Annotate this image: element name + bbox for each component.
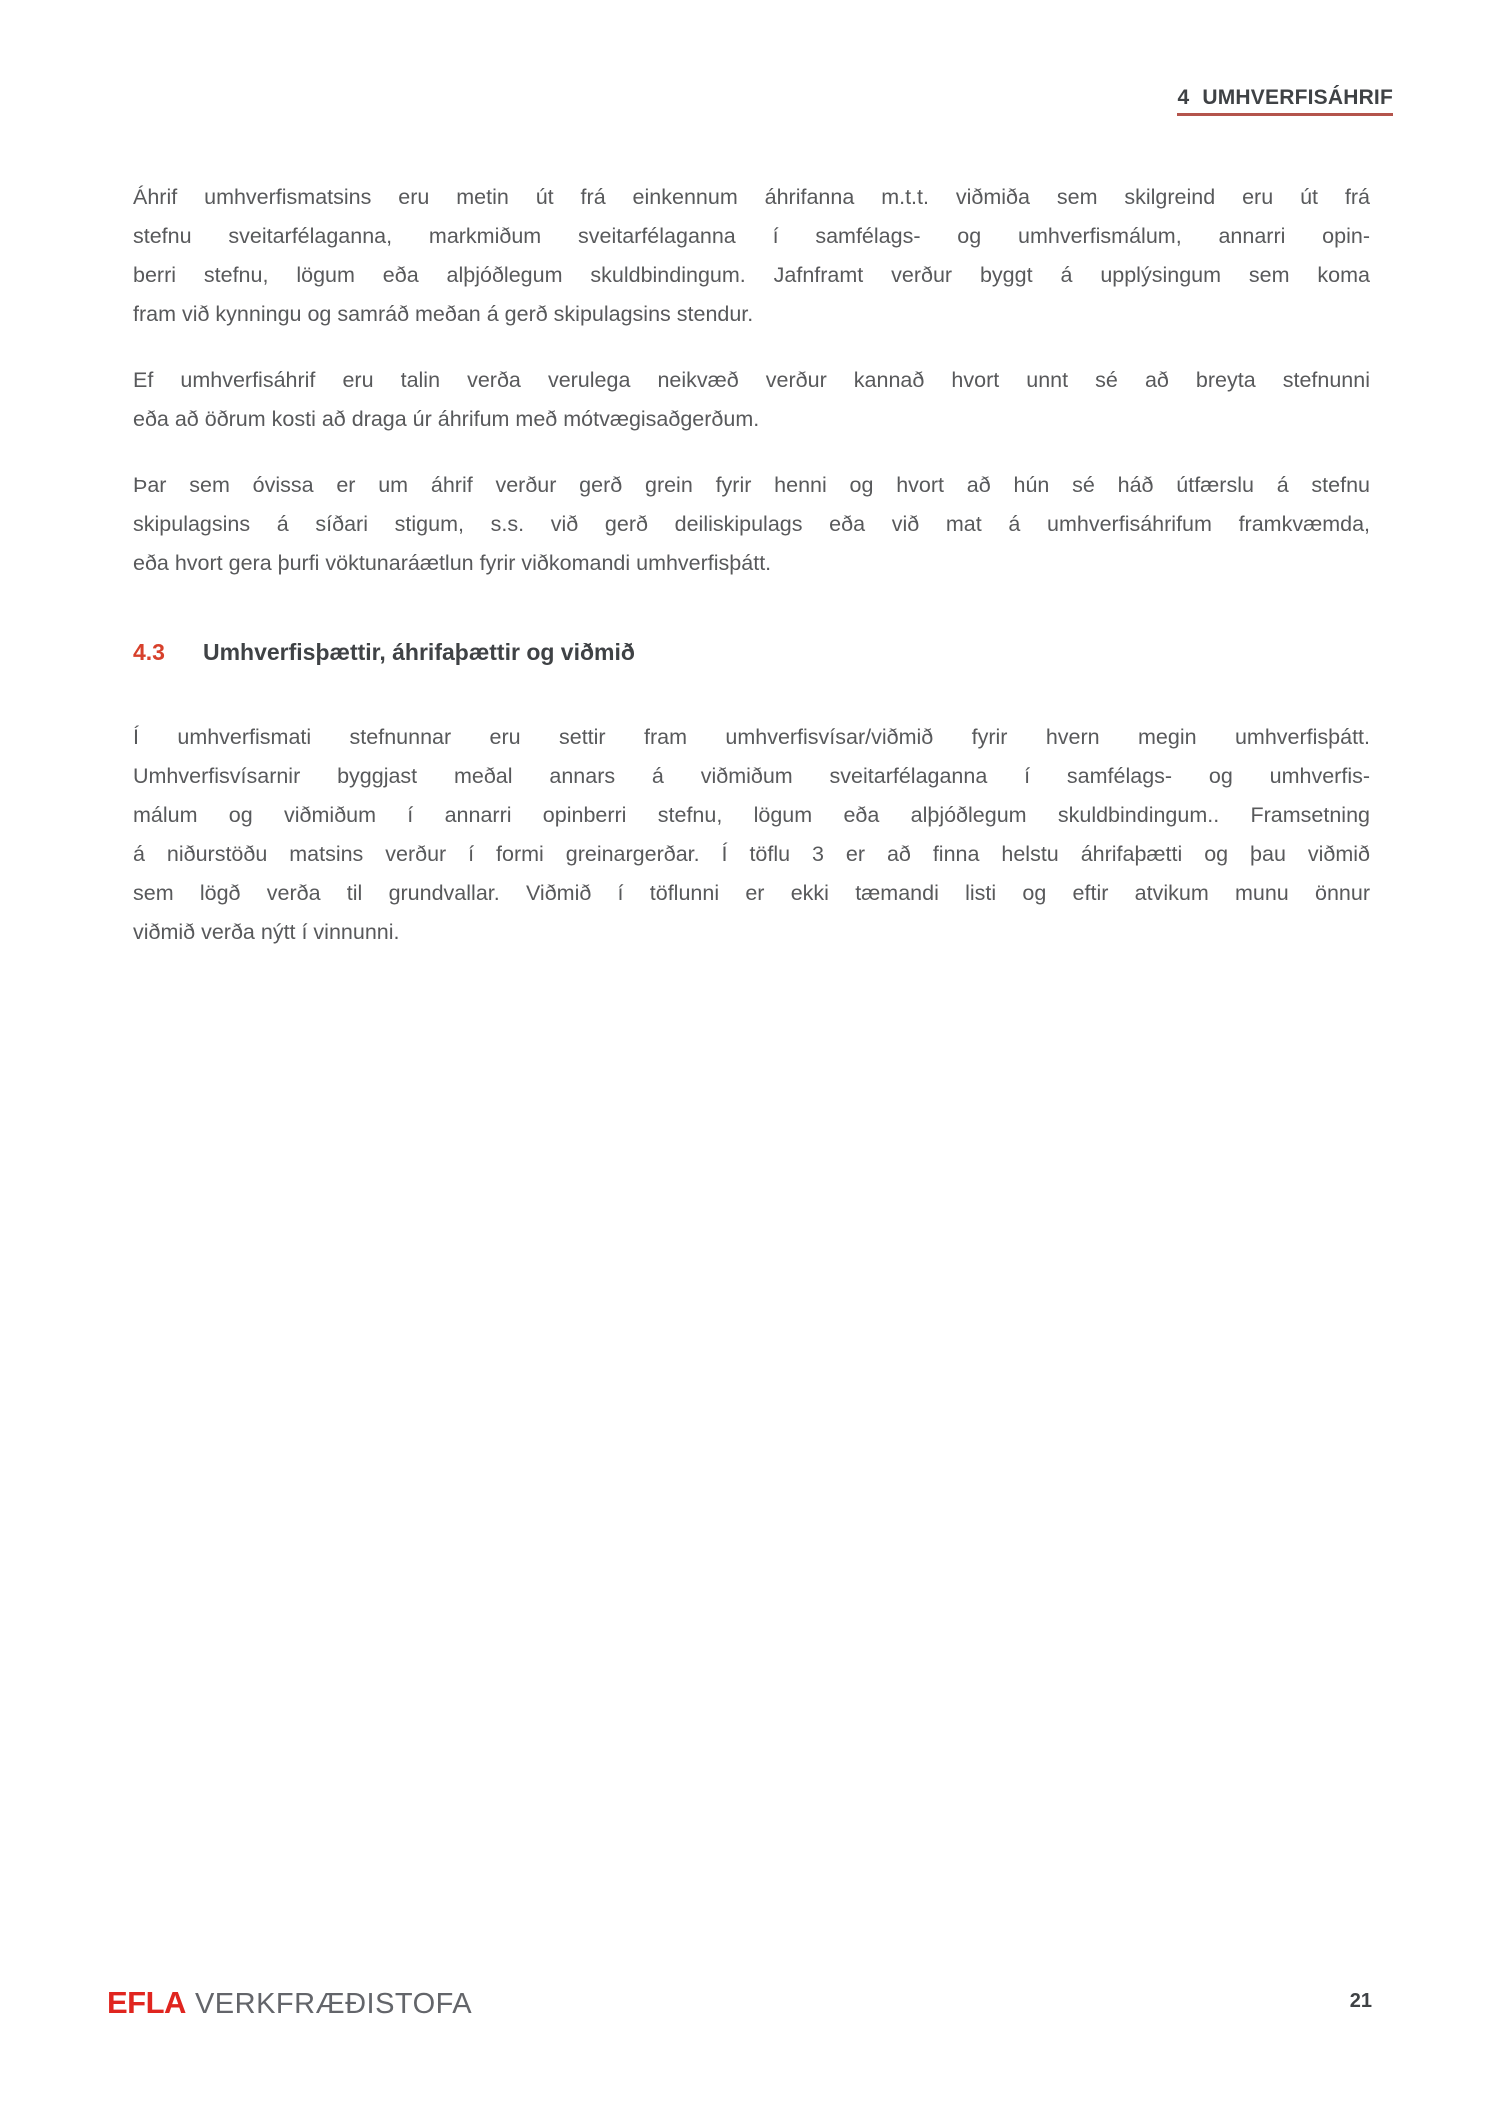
paragraph-4-line: viðmið verða nýtt í vinnunni. [133, 920, 400, 944]
paragraph-1-line: fram við kynningu og samráð meðan á gerð skipulagsins stendur. [133, 302, 754, 326]
document-body [133, 178, 1370, 979]
paragraph-3-line: Þar sem óvissa er um áhrif verður gerð grein fyrir henni og hvort að hún sé háð útfærslu á stefnu [133, 473, 1370, 497]
running-header-chapter-number: 4 [1177, 86, 1190, 109]
paragraph-4-line: Umhverfisvísarnir byggjast meðal annars á viðmiðum sveitarfélaganna í samfélags- og umhverfis- [133, 764, 1370, 788]
efla-logo [107, 1985, 472, 2021]
paragraph-2-line: eða að öðrum kosti að draga úr áhrifum með mótvægisaðgerðum. [133, 407, 760, 431]
paragraph-1-line: stefnu sveitarfélaganna, markmiðum sveitarfélaganna í samfélags- og umhverfismálum, annarri opin- [133, 224, 1370, 248]
page-number: 21 [1349, 1990, 1372, 2012]
paragraph-4-line: á niðurstöðu matsins verður í formi greinargerðar. Í töflu 3 er að finna helstu áhrifaþætti og þau viðmið [133, 842, 1370, 866]
running-header [1177, 86, 1393, 116]
paragraph-4-line: málum og viðmiðum í annarri opinberri stefnu, lögum eða alþjóðlegum skuldbindingum.. Framsetning [133, 803, 1370, 827]
paragraph-1-line: Áhrif umhverfismatsins eru metin út frá einkennum áhrifanna m.t.t. viðmiða sem skilgreind eru út frá [133, 185, 1370, 209]
paragraph-3 [133, 466, 1370, 583]
efla-logo-wordmark: EFLA [107, 1985, 186, 2020]
paragraph-1 [133, 178, 1370, 334]
section-number: 4.3 [133, 639, 165, 665]
paragraph-3-line: skipulagsins á síðari stigum, s.s. við gerð deiliskipulags eða við mat á umhverfisáhrifum framkvæmda, [133, 512, 1370, 536]
section-heading [133, 637, 1370, 667]
efla-logo-subtitle: VERKFRÆÐISTOFA [194, 1988, 473, 2020]
paragraph-2-line: Ef umhverfisáhrif eru talin verða verulega neikvæð verður kannað hvort unnt sé að breyta stefnunni [133, 368, 1370, 392]
paragraph-4-line: Í umhverfismati stefnunnar eru settir fram umhverfisvísar/viðmið fyrir hvern megin umhverfisþátt. [133, 725, 1370, 749]
running-header-chapter-title: UMHVERFISÁHRIF [1202, 86, 1393, 109]
paragraph-2 [133, 361, 1370, 439]
paragraph-4 [133, 718, 1370, 952]
paragraph-1-line: berri stefnu, lögum eða alþjóðlegum skuldbindingum. Jafnframt verður byggt á upplýsingum sem koma [133, 263, 1370, 287]
paragraph-3-line: eða hvort gera þurfi vöktunaráætlun fyrir viðkomandi umhverfisþátt. [133, 551, 772, 575]
section-title: Umhverfisþættir, áhrifaþættir og viðmið [202, 639, 635, 665]
paragraph-4-line: sem lögð verða til grundvallar. Viðmið í töflunni er ekki tæmandi listi og eftir atvikum munu önnur [133, 881, 1370, 905]
